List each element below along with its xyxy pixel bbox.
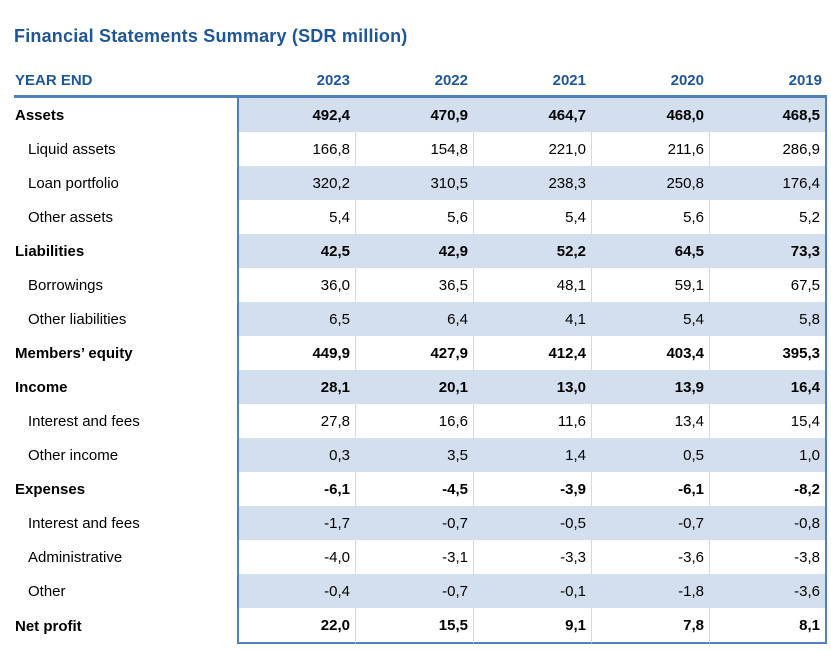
table-row <box>14 438 827 472</box>
cell-value-2021: 48,1 <box>473 268 591 302</box>
cell-value-2020: 13,9 <box>591 370 709 404</box>
row-label: Members’ equity <box>14 336 237 370</box>
table-row <box>14 166 827 200</box>
cell-value-2023: 42,5 <box>237 234 355 268</box>
header-row <box>14 60 827 98</box>
year-header-2023: 2023 <box>237 60 355 98</box>
row-label: Administrative <box>14 540 237 574</box>
table-row <box>14 234 827 268</box>
financial-statements-table <box>14 60 827 644</box>
table-row <box>14 404 827 438</box>
cell-value-2023: -4,0 <box>237 540 355 574</box>
cell-value-2019: 395,3 <box>709 336 827 370</box>
cell-value-2023: 5,4 <box>237 200 355 234</box>
cell-value-2023: 449,9 <box>237 336 355 370</box>
table-row <box>14 302 827 336</box>
year-header-2022: 2022 <box>355 60 473 98</box>
cell-value-2021: 13,0 <box>473 370 591 404</box>
cell-value-2021: 412,4 <box>473 336 591 370</box>
cell-value-2022: 15,5 <box>355 608 473 644</box>
cell-value-2021: 1,4 <box>473 438 591 472</box>
cell-value-2022: 154,8 <box>355 132 473 166</box>
cell-value-2022: 3,5 <box>355 438 473 472</box>
row-label: Interest and fees <box>14 404 237 438</box>
row-label: Net profit <box>14 608 237 644</box>
cell-value-2023: -1,7 <box>237 506 355 540</box>
cell-value-2023: 320,2 <box>237 166 355 200</box>
cell-value-2023: 166,8 <box>237 132 355 166</box>
cell-value-2019: -0,8 <box>709 506 827 540</box>
cell-value-2019: -3,6 <box>709 574 827 608</box>
cell-value-2020: 5,6 <box>591 200 709 234</box>
table-row <box>14 98 827 132</box>
table-row <box>14 608 827 644</box>
table-row <box>14 574 827 608</box>
row-label: Interest and fees <box>14 506 237 540</box>
cell-value-2021: -0,5 <box>473 506 591 540</box>
cell-value-2022: -0,7 <box>355 506 473 540</box>
cell-value-2019: 468,5 <box>709 98 827 132</box>
table-row <box>14 506 827 540</box>
cell-value-2023: 36,0 <box>237 268 355 302</box>
cell-value-2023: 492,4 <box>237 98 355 132</box>
cell-value-2021: -3,9 <box>473 472 591 506</box>
cell-value-2019: -3,8 <box>709 540 827 574</box>
table-row <box>14 132 827 166</box>
cell-value-2022: -0,7 <box>355 574 473 608</box>
cell-value-2020: 403,4 <box>591 336 709 370</box>
cell-value-2019: 67,5 <box>709 268 827 302</box>
cell-value-2021: 221,0 <box>473 132 591 166</box>
cell-value-2021: 238,3 <box>473 166 591 200</box>
cell-value-2020: 211,6 <box>591 132 709 166</box>
row-label: Other assets <box>14 200 237 234</box>
cell-value-2020: 13,4 <box>591 404 709 438</box>
cell-value-2021: 5,4 <box>473 200 591 234</box>
row-label: Other <box>14 574 237 608</box>
table-row <box>14 370 827 404</box>
year-header-2019: 2019 <box>709 60 827 98</box>
row-label: Loan portfolio <box>14 166 237 200</box>
cell-value-2022: -3,1 <box>355 540 473 574</box>
cell-value-2020: 64,5 <box>591 234 709 268</box>
cell-value-2019: -8,2 <box>709 472 827 506</box>
cell-value-2020: 250,8 <box>591 166 709 200</box>
table-header <box>14 60 827 98</box>
cell-value-2022: 42,9 <box>355 234 473 268</box>
cell-value-2021: -3,3 <box>473 540 591 574</box>
row-label: Assets <box>14 98 237 132</box>
year-header-2021: 2021 <box>473 60 591 98</box>
cell-value-2020: -6,1 <box>591 472 709 506</box>
cell-value-2023: 0,3 <box>237 438 355 472</box>
cell-value-2023: 6,5 <box>237 302 355 336</box>
cell-value-2021: -0,1 <box>473 574 591 608</box>
year-header-2020: 2020 <box>591 60 709 98</box>
table-row <box>14 200 827 234</box>
row-label: Liabilities <box>14 234 237 268</box>
cell-value-2019: 286,9 <box>709 132 827 166</box>
cell-value-2022: 6,4 <box>355 302 473 336</box>
cell-value-2022: -4,5 <box>355 472 473 506</box>
cell-value-2020: 7,8 <box>591 608 709 644</box>
cell-value-2022: 427,9 <box>355 336 473 370</box>
row-label: Income <box>14 370 237 404</box>
cell-value-2022: 310,5 <box>355 166 473 200</box>
table-row <box>14 268 827 302</box>
cell-value-2019: 15,4 <box>709 404 827 438</box>
cell-value-2021: 464,7 <box>473 98 591 132</box>
cell-value-2022: 36,5 <box>355 268 473 302</box>
cell-value-2020: 468,0 <box>591 98 709 132</box>
row-label: Borrowings <box>14 268 237 302</box>
cell-value-2020: -1,8 <box>591 574 709 608</box>
cell-value-2019: 5,2 <box>709 200 827 234</box>
cell-value-2020: 59,1 <box>591 268 709 302</box>
cell-value-2022: 5,6 <box>355 200 473 234</box>
cell-value-2021: 9,1 <box>473 608 591 644</box>
row-label: Other liabilities <box>14 302 237 336</box>
cell-value-2022: 16,6 <box>355 404 473 438</box>
cell-value-2019: 5,8 <box>709 302 827 336</box>
cell-value-2020: 0,5 <box>591 438 709 472</box>
table-row <box>14 472 827 506</box>
cell-value-2020: -0,7 <box>591 506 709 540</box>
cell-value-2020: -3,6 <box>591 540 709 574</box>
cell-value-2023: 27,8 <box>237 404 355 438</box>
year-end-header: YEAR END <box>14 60 237 98</box>
cell-value-2019: 16,4 <box>709 370 827 404</box>
cell-value-2023: -6,1 <box>237 472 355 506</box>
cell-value-2019: 8,1 <box>709 608 827 644</box>
page-title: Financial Statements Summary (SDR million) <box>14 26 408 46</box>
table-body <box>14 98 827 644</box>
cell-value-2020: 5,4 <box>591 302 709 336</box>
table-row <box>14 540 827 574</box>
table-row <box>14 336 827 370</box>
cell-value-2019: 73,3 <box>709 234 827 268</box>
cell-value-2021: 52,2 <box>473 234 591 268</box>
row-label: Other income <box>14 438 237 472</box>
row-label: Expenses <box>14 472 237 506</box>
cell-value-2023: -0,4 <box>237 574 355 608</box>
cell-value-2023: 22,0 <box>237 608 355 644</box>
cell-value-2021: 11,6 <box>473 404 591 438</box>
row-label: Liquid assets <box>14 132 237 166</box>
cell-value-2023: 28,1 <box>237 370 355 404</box>
cell-value-2022: 470,9 <box>355 98 473 132</box>
cell-value-2021: 4,1 <box>473 302 591 336</box>
cell-value-2019: 176,4 <box>709 166 827 200</box>
cell-value-2019: 1,0 <box>709 438 827 472</box>
cell-value-2022: 20,1 <box>355 370 473 404</box>
